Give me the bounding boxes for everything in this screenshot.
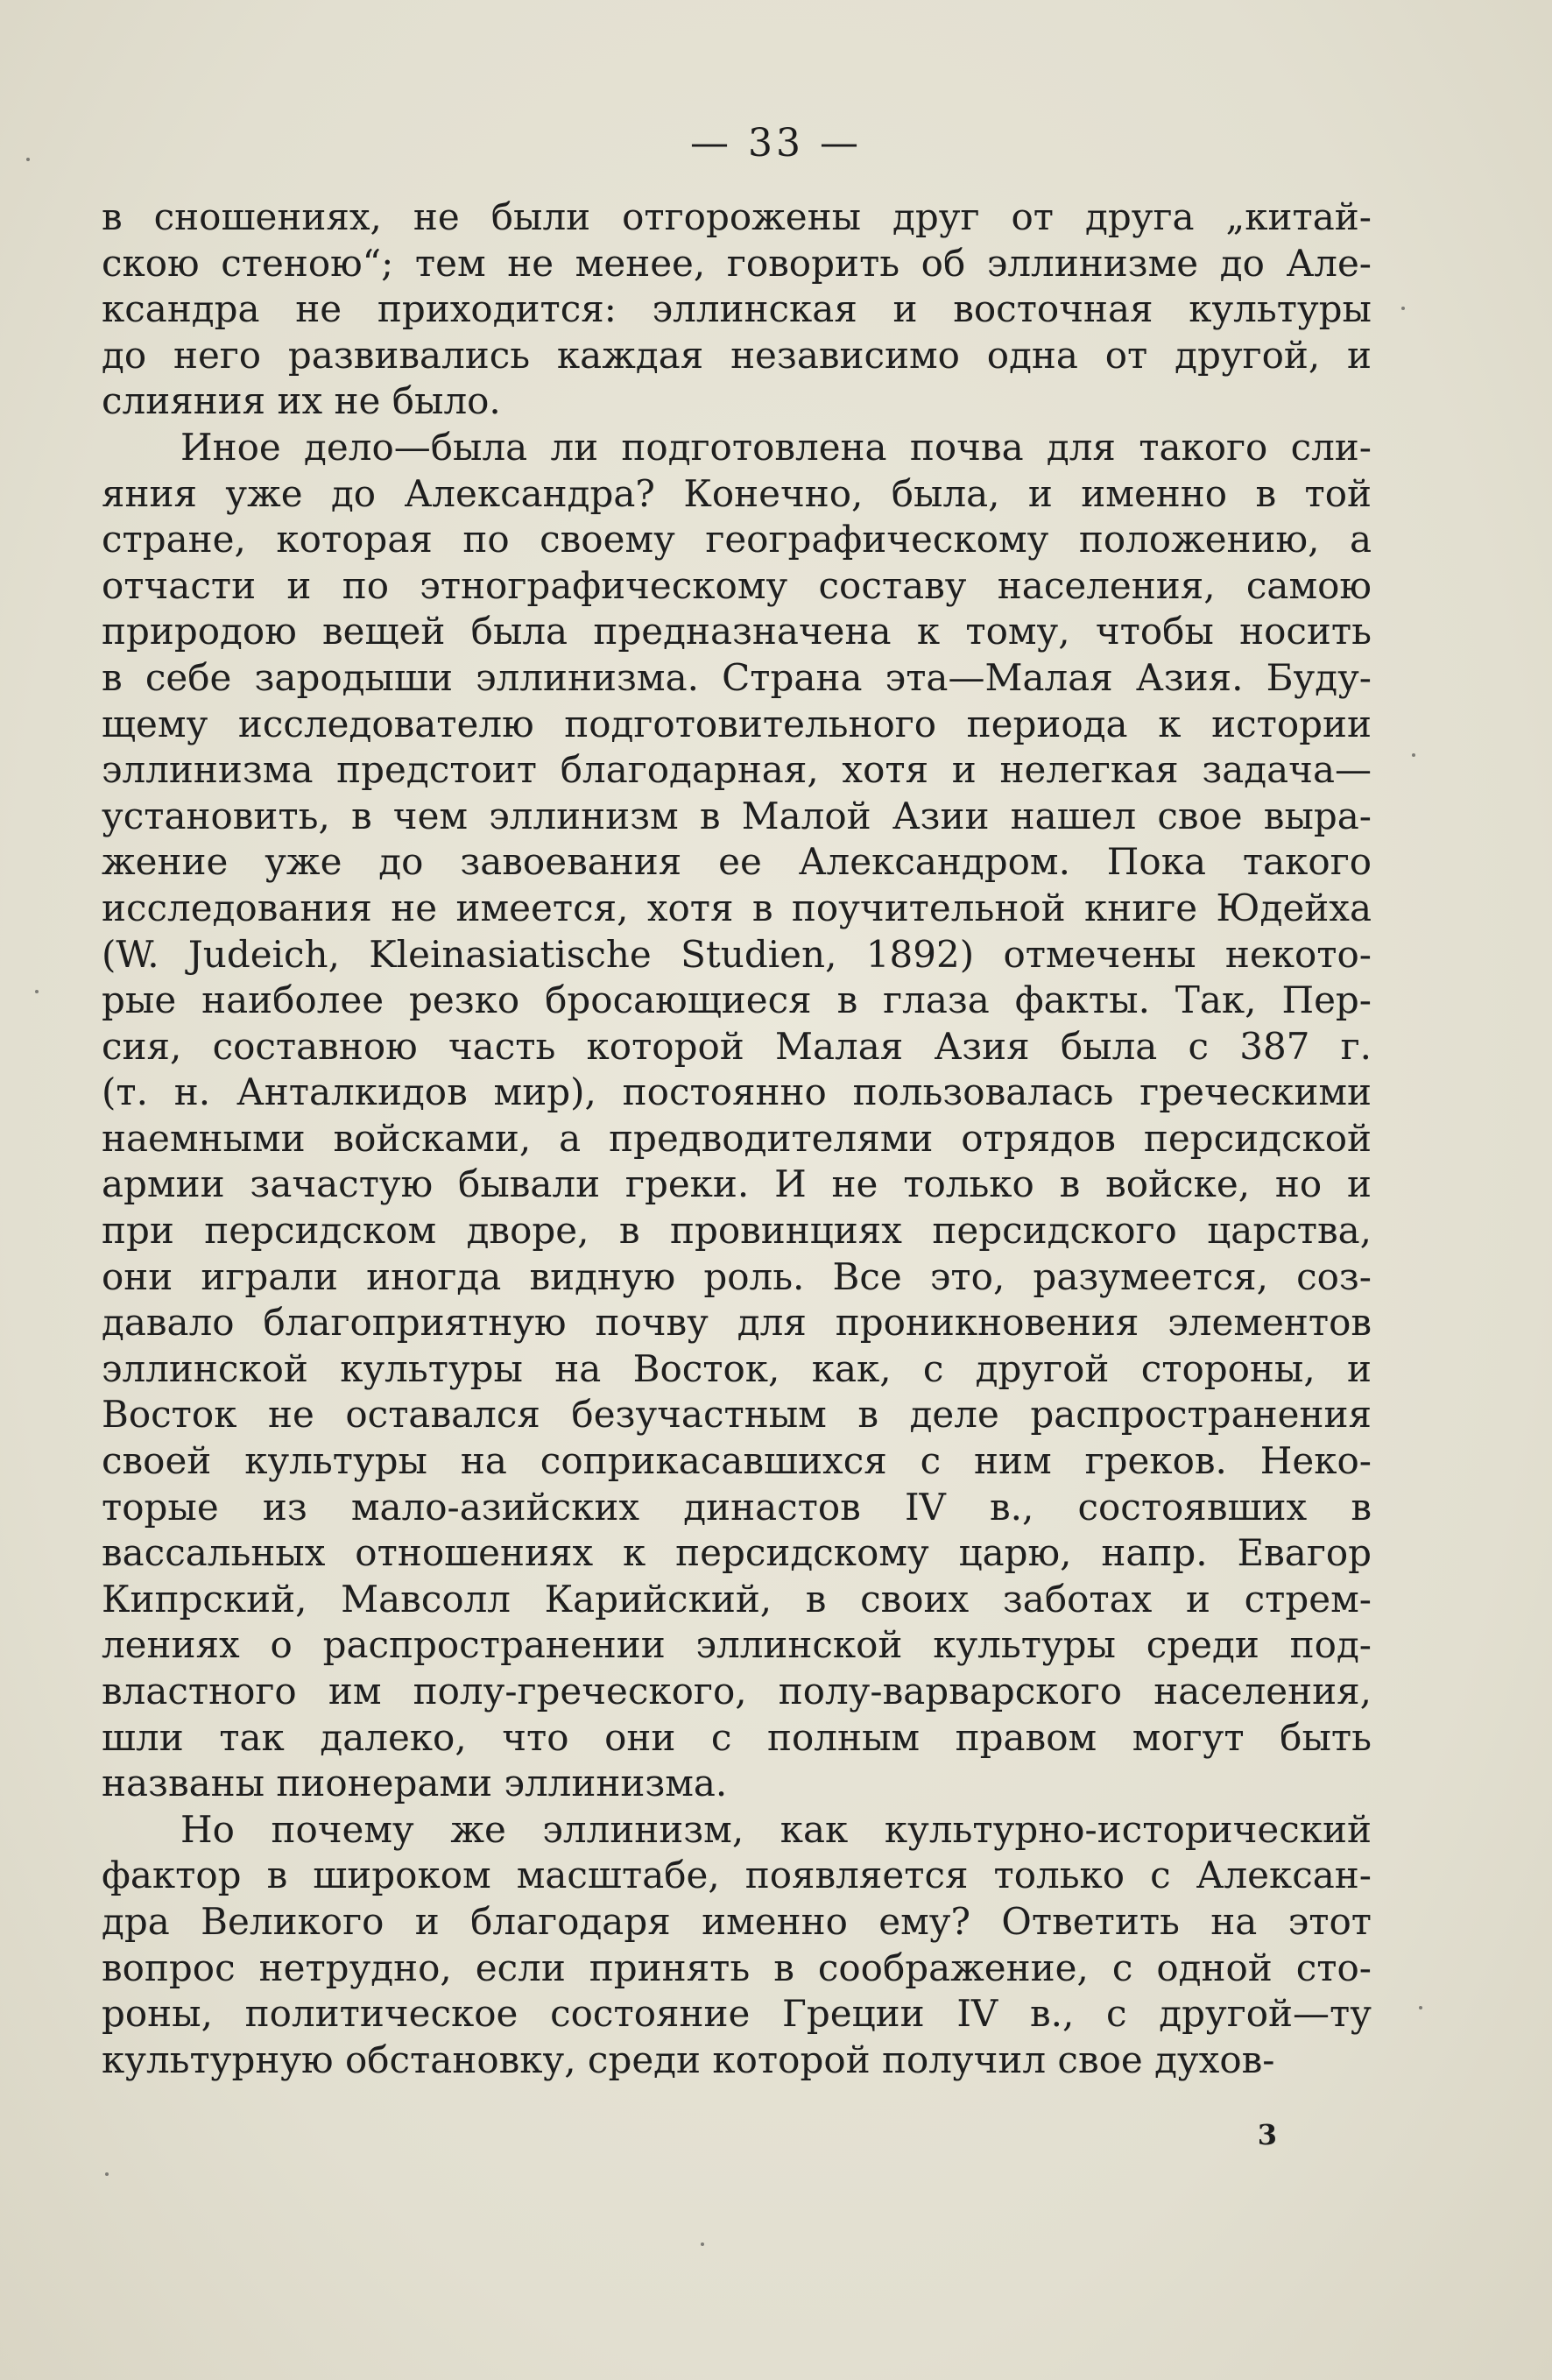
- text-line: скою стеною“; тем не менее, говорить об эллинизме до Але-: [102, 241, 1372, 285]
- text-line: до него развивались каждая независимо одна от другой, и: [102, 333, 1372, 377]
- text-line: (W. Judeich, Kleinasiatische Studien, 1892) отмечены некото-: [102, 932, 1372, 976]
- paper-speck: [701, 2242, 704, 2246]
- body-text: [102, 194, 1372, 2083]
- text-line: сия, составною часть которой Малая Азия была с 387 г.: [102, 1024, 1372, 1068]
- text-line: (т. н. Анталкидов мир), постоянно пользовалась греческими: [102, 1070, 1372, 1114]
- text-line: Но почему же эллинизм, как культурно-исторический: [180, 1807, 1372, 1851]
- text-line: отчасти и по этнографическому составу населения, самою: [102, 563, 1372, 607]
- paper-speck: [1412, 753, 1415, 757]
- text-line: яния уже до Александра? Конечно, была, и именно в той: [102, 471, 1372, 515]
- text-line: вассальных отношениях к персидскому царю, напр. Евагор: [102, 1531, 1372, 1575]
- paragraph: [102, 194, 1372, 425]
- text-line: природою вещей была предназначена к тому, чтобы носить: [102, 610, 1372, 653]
- text-line: Кипрский, Мавсолл Карийский, в своих заботах и стрем-: [102, 1577, 1372, 1621]
- paper-speck: [105, 2172, 109, 2176]
- text-line: установить, в чем эллинизм в Малой Азии нашел свое выра-: [102, 794, 1372, 837]
- text-line: торые из мало-азийских династов IV в., состоявших в: [102, 1485, 1372, 1529]
- text-line: стране, которая по своему географическому положению, а: [102, 518, 1372, 561]
- text-line: слияния их не было.: [102, 379, 501, 423]
- paragraph: [102, 425, 1372, 1807]
- paper-speck: [26, 158, 30, 161]
- text-line: культурную обстановку, среди которой получил свое духов-: [102, 2037, 1275, 2081]
- text-line: эллинской культуры на Восток, как, с другой стороны, и: [102, 1346, 1372, 1390]
- text-line: названы пионерами эллинизма.: [102, 1762, 728, 1805]
- text-line: они играли иногда видную роль. Все это, разумеется, соз-: [102, 1254, 1372, 1298]
- text-line: лениях о распространении эллинской культуры среди под-: [102, 1623, 1372, 1667]
- text-line: своей культуры на соприкасавшихся с ним греков. Неко-: [102, 1439, 1372, 1483]
- text-line: в себе зародыши эллинизма. Страна эта—Малая Азия. Буду-: [102, 655, 1372, 699]
- paper-speck: [1419, 2006, 1422, 2009]
- text-line: Иное дело—была ли подготовлена почва для такого сли-: [180, 425, 1372, 469]
- text-line: исследования не имеется, хотя в поучительной книге Юдейха: [102, 886, 1372, 929]
- text-line: щему исследователю подготовительного периода к истории: [102, 702, 1372, 745]
- text-line: при персидском дворе, в провинциях персидского царства,: [102, 1209, 1372, 1253]
- text-line: давало благоприятную почву для проникновения элементов: [102, 1301, 1372, 1345]
- text-line: наемными войсками, а предводителями отрядов персидской: [102, 1116, 1372, 1160]
- paper-speck: [35, 990, 39, 993]
- text-line: роны, политическое состояние Греции IV в., с другой—ту: [102, 1992, 1372, 2036]
- text-line: Восток не оставался безучастным в деле распространения: [102, 1393, 1372, 1437]
- text-line: жение уже до завоевания ее Александром. Пока такого: [102, 840, 1372, 884]
- text-line: дра Великого и благодаря именно ему? Ответить на этот: [102, 1899, 1372, 1943]
- text-line: рые наиболее резко бросающиеся в глаза факты. Так, Пер-: [102, 978, 1372, 1022]
- text-line: фактор в широком масштабе, появляется только с Алексан-: [102, 1854, 1372, 1897]
- text-line: армии зачастую бывали греки. И не только в войске, но и: [102, 1162, 1372, 1206]
- text-line: шли так далеко, что они с полным правом могут быть: [102, 1715, 1372, 1759]
- text-line: в сношениях, не были отгорожены друг от друга „китай-: [102, 195, 1372, 238]
- page-number-header: — 33 —: [690, 121, 862, 166]
- text-line: властного им полу-греческого, полу-варварского населения,: [102, 1670, 1372, 1713]
- text-line: вопрос нетрудно, если принять в соображение, с одной сто-: [102, 1946, 1372, 1989]
- text-line: ксандра не приходится: эллинская и восточная культуры: [102, 287, 1372, 331]
- signature-mark: 3: [1257, 2118, 1277, 2151]
- paragraph: [102, 1807, 1372, 2084]
- text-line: эллинизма предстоит благодарная, хотя и нелегкая задача—: [102, 748, 1372, 792]
- paper-speck: [1401, 307, 1405, 310]
